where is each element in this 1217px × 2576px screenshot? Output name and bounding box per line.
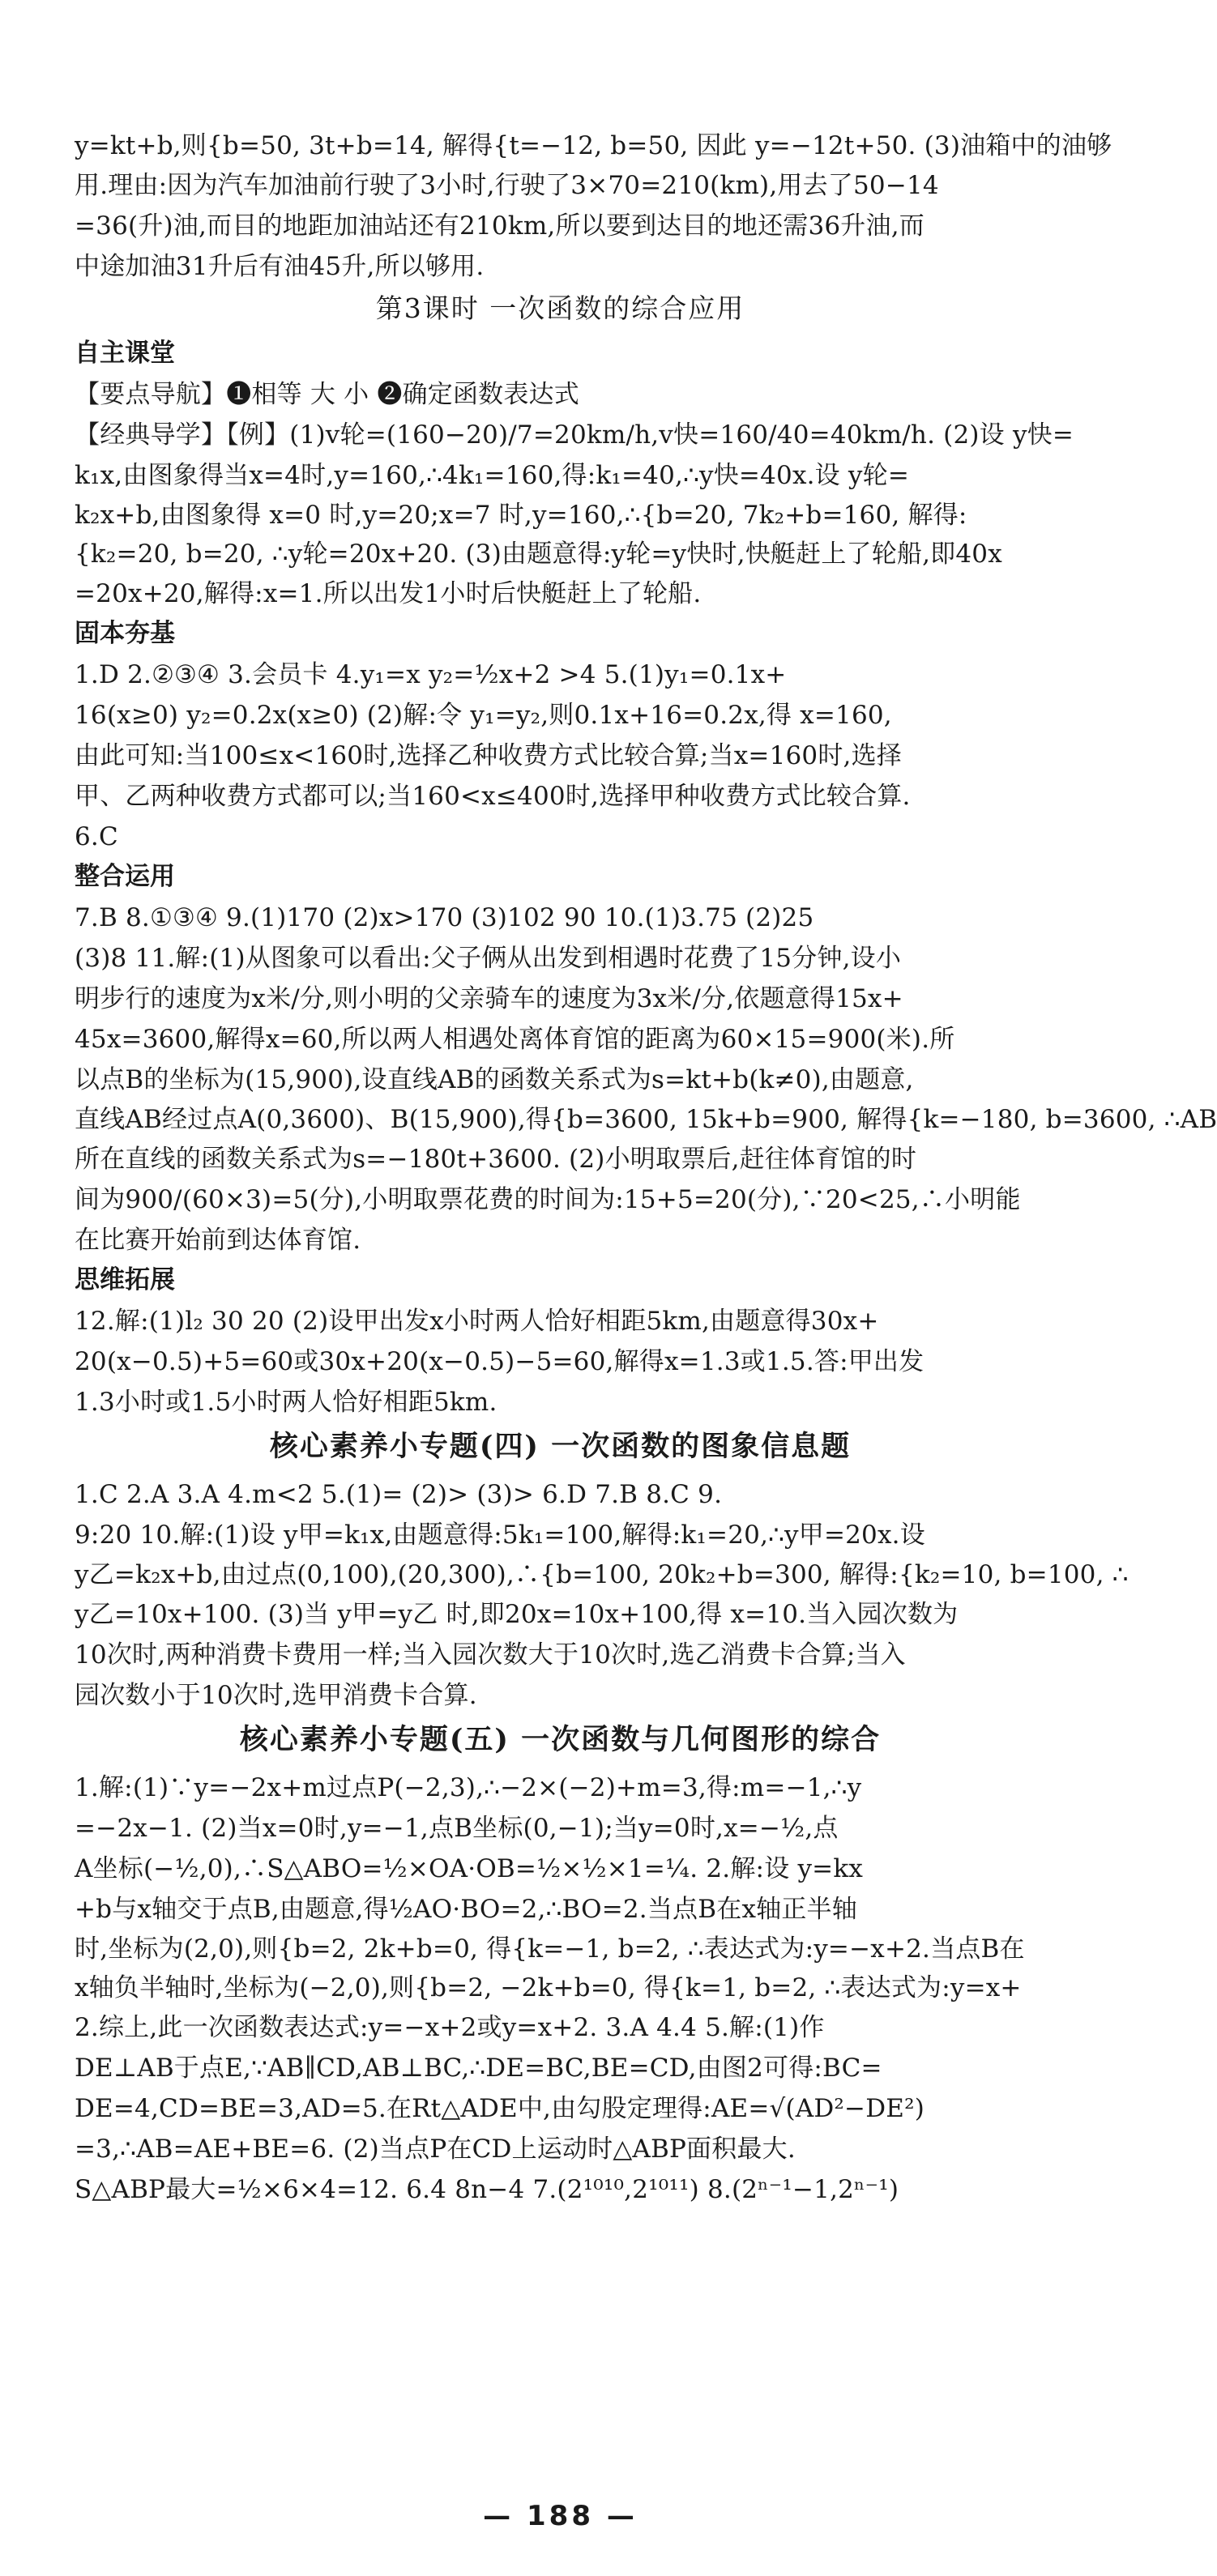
text-line: 中途加油31升后有油45升,所以够用.: [75, 252, 485, 281]
text-line: 用.理由:因为汽车加油前行驶了3小时,行驶了3×70=210(km),用去了50−14: [75, 171, 939, 200]
text-line: 9:20 10.解:(1)设 y甲=k₁x,由题意得:5k₁=100,解得:k₁=20,∴y甲=20x.设: [75, 1520, 925, 1550]
text-line: 由此可知:当100≤x<160时,选择乙种收费方式比较合算;当x=160时,选择: [75, 741, 902, 770]
text-line: 直线AB经过点A(0,3600)、B(15,900),得{b=3600, 15k+b=900, 解得{k=−180, b=3600, ∴AB: [75, 1105, 1217, 1134]
text-line: 甲、乙两种收费方式都可以;当160<x≤400时,选择甲种收费方式比较合算.: [75, 782, 911, 811]
answer-content: [75, 130, 1217, 2207]
text-line: 所在直线的函数关系式为s=−180t+3600. (2)小明取票后,赶往体育馆的时: [75, 1145, 917, 1174]
text-line: DE=4,CD=BE=3,AD=5.在Rt△ADE中,由勾股定理得:AE=√(AD²−DE²): [75, 2094, 925, 2123]
text-line: 以点B的坐标为(15,900),设直线AB的函数关系式为s=kt+b(k≠0),由题意,: [75, 1065, 914, 1094]
text-line: 在比赛开始前到达体育馆.: [75, 1226, 361, 1255]
section-body-zhenghe: [75, 901, 1217, 1257]
section-body-siwei: [75, 1304, 1046, 1419]
text-line: 1.C 2.A 3.A 4.m<2 5.(1)= (2)> (3)> 6.D 7.B 8.C 9.: [75, 1480, 723, 1509]
topic-body-5: [75, 1771, 1046, 2207]
section-body-guben: [75, 658, 1046, 854]
text-line: y乙=k₂x+b,由过点(0,100),(20,300),∴{b=100, 20k₂+b=300, 解得:{k₂=10, b=100, ∴: [75, 1560, 1129, 1589]
text-line: S△ABP最大=½×6×4=12. 6.4 8n−4 7.(2¹⁰¹⁰,2¹⁰¹¹) 8.(2ⁿ⁻¹−1,2ⁿ⁻¹): [75, 2175, 899, 2204]
text-line: 间为900/(60×3)=5(分),小明取票花费的时间为:15+5=20(分),∵20<25,∴小明能: [75, 1185, 1021, 1214]
text-line: y乙=10x+100. (3)当 y甲=y乙 时,即20x=10x+100,得 x=10.当入园次数为: [75, 1600, 959, 1629]
continued-answer-block: [75, 130, 1112, 284]
text-line: 7.B 8.①③④ 9.(1)170 (2)x>170 (3)102 90 10.(1)3.75 (2)25: [75, 903, 814, 932]
text-line: 10次时,两种消费卡费用一样;当入园次数大于10次时,选乙消费卡合算;当入: [75, 1640, 906, 1670]
text-line: 45x=3600,解得x=60,所以两人相遇处离体育馆的距离为60×15=900(米).所: [75, 1025, 955, 1054]
topic-title-4: 核心素养小专题(四) 一次函数的图象信息题: [269, 1430, 852, 1463]
text-line: 6.C: [75, 822, 118, 851]
section-heading-siwei: 思维拓展: [75, 1265, 175, 1294]
text-line: k₁x,由图象得当x=4时,y=160,∴4k₁=160,得:k₁=40,∴y快=40x.设 y轮=: [75, 461, 910, 490]
text-line: 20(x−0.5)+5=60或30x+20(x−0.5)−5=60,解得x=1.3或1.5.答:甲出发: [75, 1347, 924, 1376]
text-line: 【经典导学】【例】(1)v轮=(160−20)/7=20km/h,v快=160/40=40km/h. (2)设 y快=: [75, 420, 1074, 450]
text-line: {k₂=20, b=20, ∴y轮=20x+20. (3)由题意得:y轮=y快时,快艇赶上了轮船,即40x: [75, 540, 1002, 569]
text-line: =36(升)油,而目的地距加油站还有210km,所以要到达目的地还需36升油,而: [75, 211, 924, 241]
text-line: A坐标(−½,0),∴S△ABO=½×OA·OB=½×½×1=¼. 2.解:设 y=kx: [75, 1854, 864, 1883]
text-line: =20x+20,解得:x=1.所以出发1小时后快艇赶上了轮船.: [75, 579, 702, 608]
text-line: (3)8 11.解:(1)从图象可以看出:父子俩从出发到相遇时花费了15分钟,设小: [75, 944, 902, 973]
section-heading-guben: 固本夯基: [75, 619, 175, 648]
text-line: 1.3小时或1.5小时两人恰好相距5km.: [75, 1388, 497, 1417]
text-line: 1.解:(1)∵y=−2x+m过点P(−2,3),∴−2×(−2)+m=3,得:m=−1,∴y: [75, 1773, 862, 1802]
text-line: 明步行的速度为x米/分,则小明的父亲骑车的速度为3x米/分,依题意得15x+: [75, 984, 903, 1013]
text-line: y=kt+b,则{b=50, 3t+b=14, 解得{t=−12, b=50, 因此 y=−12t+50. (3)油箱中的油够: [75, 131, 1112, 160]
text-line: DE⊥AB于点E,∵AB∥CD,AB⊥BC,∴DE=BC,BE=CD,由图2可得:BC=: [75, 2054, 882, 2083]
text-line: 1.D 2.②③④ 3.会员卡 4.y₁=x y₂=½x+2 >4 5.(1)y₁=0.1x+: [75, 660, 787, 689]
text-line: 【要点导航】❶相等 大 小 ❷确定函数表达式: [75, 380, 579, 409]
section-body-zizhu: [75, 377, 1074, 611]
text-line: +b与x轴交于点B,由题意,得½AO·BO=2,∴BO=2.当点B在x轴正半轴: [75, 1895, 857, 1924]
text-line: k₂x+b,由图象得 x=0 时,y=20;x=7 时,y=160,∴{b=20, 7k₂+b=160, 解得:: [75, 501, 967, 530]
lesson-title: 第3课时 一次函数的综合应用: [375, 292, 745, 324]
text-line: x轴负半轴时,坐标为(−2,0),则{b=2, −2k+b=0, 得{k=1, b=2, ∴表达式为:y=x+: [75, 1973, 1022, 2002]
text-line: 园次数小于10次时,选甲消费卡合算.: [75, 1681, 477, 1710]
topic-body-4: [75, 1478, 1129, 1712]
topic-title-5: 核心素养小专题(五) 一次函数与几何图形的综合: [239, 1723, 882, 1756]
text-line: =3,∴AB=AE+BE=6. (2)当点P在CD上运动时△ABP面积最大.: [75, 2135, 796, 2164]
section-heading-zhenghe: 整合运用: [75, 862, 175, 891]
section-heading-zizhu: 自主课堂: [75, 339, 175, 368]
text-line: 16(x≥0) y₂=0.2x(x≥0) (2)解:令 y₁=y₂,则0.1x+16=0.2x,得 x=160,: [75, 701, 892, 730]
text-line: 12.解:(1)l₂ 30 20 (2)设甲出发x小时两人恰好相距5km,由题意得30x+: [75, 1307, 879, 1336]
text-line: 2.综上,此一次函数表达式:y=−x+2或y=x+2. 3.A 4.4 5.解:(1)作: [75, 2013, 825, 2042]
page-number: — 188 —: [483, 2500, 638, 2532]
text-line: 时,坐标为(2,0),则{b=2, 2k+b=0, 得{k=−1, b=2, ∴表达式为:y=−x+2.当点B在: [75, 1934, 1025, 1964]
text-line: =−2x−1. (2)当x=0时,y=−1,点B坐标(0,−1);当y=0时,x=−½,点: [75, 1814, 839, 1843]
